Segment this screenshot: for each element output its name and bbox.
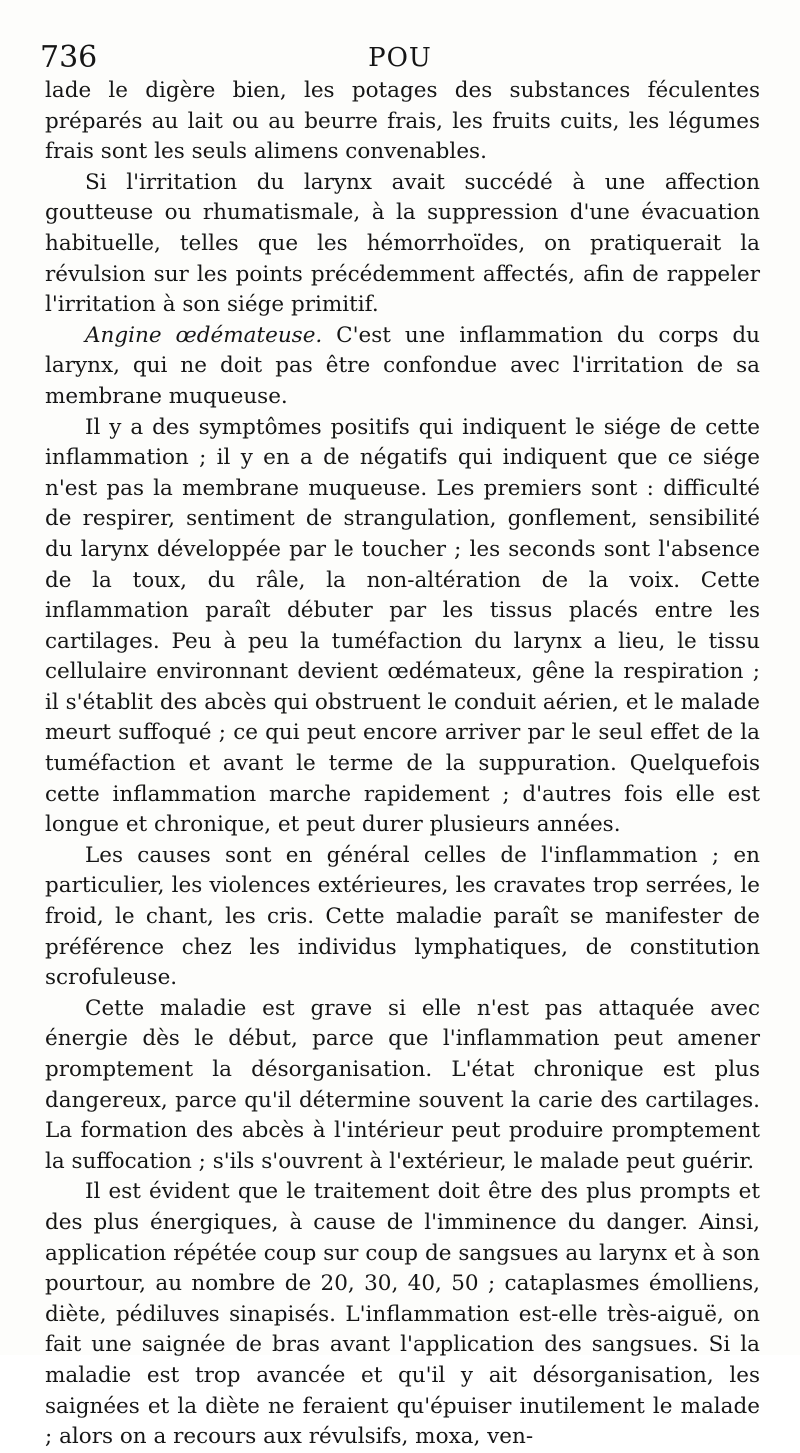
body-text — [45, 76, 760, 1453]
paragraph-text: Si l'irritation du larynx avait succédé à une affection goutteuse ou rhumatismale, à la suppression d'une évacuation habituelle, telles que les hémorrhoïdes, on pratiquerait la révulsion sur les points précédemment affectés, afin de rappeler l'irritation à son siége primitif. — [45, 169, 760, 318]
running-head: POU — [368, 43, 432, 73]
paragraph-text: Cette maladie est grave si elle n'est pas attaquée avec énergie dès le début, parce que l'inflammation peut amener promptement la désorganisation. L'état chronique est plus dangereux, parce qu'il détermine souvent la carie des cartilages. La formation des abcès à l'intérieur peut produire promptement la suffocation ; s'ils s'ouvrent à l'extérieur, le malade peut guérir. — [45, 995, 760, 1174]
paragraph — [45, 994, 760, 1178]
page-header — [40, 38, 760, 78]
paragraph-text: Les causes sont en général celles de l'inflammation ; en particulier, les violences extérieures, les cravates trop serrées, le froid, le chant, les cris. Cette maladie paraît se manifester de préférence chez les individus lymphatiques, de constitution scrofuleuse. — [45, 842, 760, 991]
paragraph — [45, 1177, 760, 1452]
page-number: 736 — [40, 40, 98, 75]
paragraph — [45, 321, 760, 413]
paragraph-text: lade le digère bien, les potages des substances féculentes préparés au lait ou au beurre frais, les fruits cuits, les légumes frais sont les seuls alimens convenables. — [45, 78, 760, 165]
paragraph — [45, 413, 760, 841]
paragraph-text: Il est évident que le traitement doit être des plus prompts et des plus énergiques, à cause de l'imminence du danger. Ainsi, application répétée coup sur coup de sangsues au larynx et à son pourtour, au nombre de 20, 30, 40, 50 ; cataplasmes émolliens, diète, pédiluves sinapisés. L'inflammation est-elle très-aiguë, on fait une saignée de bras avant l'application des sangsues. Si la maladie est trop avancée et qu'il y ait désorganisation, les saignées et la diète ne feraient qu'épuiser inutilement le malade ; alors on a recours aux révulsifs, moxa, ven- — [45, 1179, 760, 1450]
paragraph — [45, 168, 760, 321]
paragraph-text: Il y a des symptômes positifs qui indiquent le siége de cette inflammation ; il y en a de négatifs qui indiquent que ce siége n'est pas la membrane muqueuse. Les premiers sont : difficulté de respirer, sentiment de strangulation, gonflement, sensibilité du larynx développée par le toucher ; les seconds sont l'absence de la toux, du râle, la non-altération de la voix. Cette inflammation paraît débuter par les tissus placés entre les cartilages. Peu à peu la tuméfaction du larynx a lieu, le tissu cellulaire environnant devient œdémateux, gêne la respiration ; il s'établit des abcès qui obstruent le conduit aérien, et le malade meurt suffoqué ; ce qui peut encore arriver par le seul effet de la tuméfaction et avant le terme de la suppuration. Quelquefois cette inflammation marche rapidement ; d'autres fois elle est longue et chronique, et peut durer plusieurs années. — [45, 414, 760, 838]
paragraph — [45, 841, 760, 994]
paragraph — [45, 76, 760, 168]
paragraph-text: C'est une inflammation du corps du larynx, qui ne doit pas être confondue avec l'irritation de sa membrane muqueuse. — [45, 322, 761, 409]
section-heading-italic: Angine œdémateuse. — [85, 322, 323, 348]
